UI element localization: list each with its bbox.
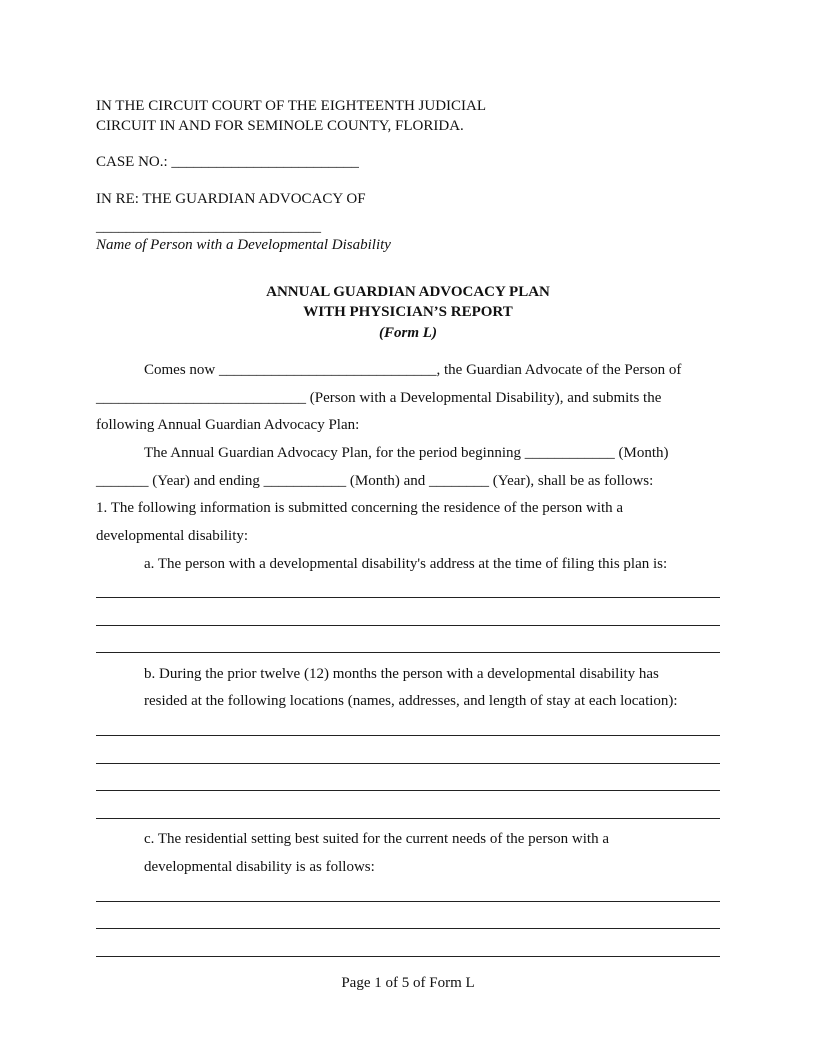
paragraph-1-line-1: Comes now _____________________________, the Guardian Advocate of the Person of — [144, 362, 682, 378]
item-a-answer-line[interactable] — [96, 625, 720, 626]
paragraph-1-line-3: following Annual Guardian Advocacy Plan: — [96, 417, 360, 433]
item-a-text: a. The person with a developmental disability's address at the time of filing this plan is: — [144, 556, 668, 572]
item-a-answer-line[interactable] — [96, 652, 720, 653]
form-title-line-1: ANNUAL GUARDIAN ADVOCACY PLAN — [266, 284, 550, 300]
paragraph-1-line-2: ____________________________ (Person with a Developmental Disability), and submits the — [96, 390, 662, 406]
court-line-1: IN THE CIRCUIT COURT OF THE EIGHTEENTH JUDICIAL — [96, 98, 487, 114]
item-c-answer-line[interactable] — [96, 928, 720, 929]
person-name-caption: Name of Person with a Developmental Disability — [96, 237, 391, 253]
paragraph-2-line-1: The Annual Guardian Advocacy Plan, for the period beginning ____________ (Month) — [144, 445, 669, 461]
page-footer: Page 1 of 5 of Form L — [341, 975, 475, 991]
item-c-answer-line[interactable] — [96, 901, 720, 902]
item-b-line-1: b. During the prior twelve (12) months the person with a developmental disability has — [144, 666, 659, 682]
form-title-line-2: WITH PHYSICIAN’S REPORT — [303, 304, 513, 320]
case-number-field[interactable]: CASE NO.: _________________________ — [96, 154, 359, 170]
section-1-line-1: 1. The following information is submitted concerning the residence of the person with a — [96, 500, 624, 516]
paragraph-2-line-2: _______ (Year) and ending ___________ (Month) and ________ (Year), shall be as follows: — [96, 473, 654, 489]
item-c-line-1: c. The residential setting best suited for the current needs of the person with a — [144, 831, 609, 847]
item-a-answer-line[interactable] — [96, 597, 720, 598]
item-b-answer-line[interactable] — [96, 735, 720, 736]
section-1-line-2: developmental disability: — [96, 528, 249, 544]
item-b-line-2: resided at the following locations (names, addresses, and length of stay at each location): — [144, 693, 678, 709]
item-b-answer-line[interactable] — [96, 790, 720, 791]
court-line-2: CIRCUIT IN AND FOR SEMINOLE COUNTY, FLORIDA. — [96, 118, 464, 134]
item-c-line-2: developmental disability is as follows: — [144, 859, 375, 875]
item-b-answer-line[interactable] — [96, 818, 720, 819]
item-c-answer-line[interactable] — [96, 956, 720, 957]
in-re-heading: IN RE: THE GUARDIAN ADVOCACY OF — [96, 191, 366, 207]
form-label: (Form L) — [379, 325, 437, 341]
item-b-answer-line[interactable] — [96, 763, 720, 764]
person-name-field[interactable]: ______________________________ — [96, 219, 321, 235]
